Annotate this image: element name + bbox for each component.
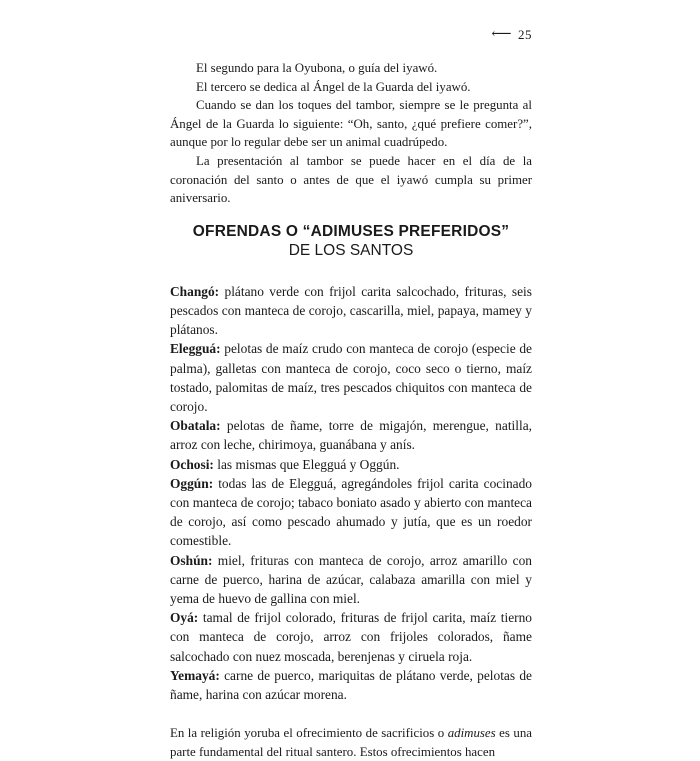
book-page: [170, 26, 532, 761]
arrow-left-icon: ⟵: [491, 26, 512, 42]
offering-text: todas las de Elegguá, agregándoles frijol carita cocinado con manteca de corojo; tabaco boniato asado y abierto con manteca de corojo, así como pescado ahumado y jutía, que es un roedor comestible.: [170, 475, 532, 549]
closing-text-start: En la religión yoruba el ofrecimiento de sacrificios o: [170, 726, 448, 741]
santo-name: Yemayá:: [170, 667, 220, 683]
section-title: OFRENDAS O “ADIMUSES PREFERIDOS”: [192, 222, 510, 240]
paragraph: El segundo para la Oyubona, o guía del iyawó.: [196, 61, 438, 75]
section-subtitle: DE LOS SANTOS: [288, 241, 414, 259]
offering-text: tamal de frijol colorado, frituras de frijol carita, maíz tierno con manteca de corojo, arroz con frijoles colorados, ñame salcochado con nuez moscada, berenjenas y ciruela roja.: [170, 610, 532, 664]
intro-paragraphs: [170, 59, 532, 208]
closing-emphasis: adimuses: [447, 726, 496, 741]
list-item: [170, 666, 532, 704]
list-item: [170, 474, 532, 551]
page-number: 25: [518, 26, 532, 42]
list-item: [170, 416, 532, 454]
santo-name: Oyá:: [170, 610, 199, 626]
paragraph: El tercero se dedica al Ángel de la Guarda del iyawó.: [196, 79, 471, 94]
list-item: [170, 282, 532, 340]
santo-name: Elegguá:: [170, 341, 221, 357]
santo-name: Obatala:: [170, 418, 221, 434]
offering-text: carne de puerco, mariquitas de plátano verde, pelotas de ñame, harina con azúcar morena.: [170, 667, 532, 703]
list-item: [170, 455, 532, 474]
offering-text: las mismas que Elegguá y Oggún.: [213, 456, 400, 472]
paragraph: La presentación al tambor se puede hacer en el día de la coronación del santo o antes de que el iyawó cumpla su primer aniversario.: [170, 153, 532, 206]
offering-text: pelotas de maíz crudo con manteca de corojo (especie de palma), galletas con manteca de corojo, coco seco o tierno, maíz tostado, palomitas de maíz, tres pescados chiquitos con manteca de corojo.: [170, 341, 532, 414]
offering-text: miel, frituras con manteca de corojo, arroz amarillo con carne de puerco, harina de azúcar, calabaza amarilla con miel y yema de huevo de gallina con miel.: [170, 552, 532, 606]
offerings-list: [170, 282, 532, 704]
offering-text: plátano verde con frijol carita salcochado, frituras, seis pescados con manteca de corojo, cascarilla, miel, papaya, mamey y plátanos.: [170, 283, 532, 338]
santo-name: Oshún:: [170, 552, 213, 568]
paragraph: [170, 724, 532, 761]
closing-paragraph: [170, 724, 532, 761]
santo-name: Ochosi:: [170, 456, 214, 472]
closing-text-end: es una parte fundamental del ritual santero. Estos ofrecimientos hacen: [170, 726, 533, 759]
list-item: [170, 339, 532, 416]
page-header: [170, 26, 532, 44]
list-item: [170, 551, 532, 609]
paragraph: Cuando se dan los toques del tambor, siempre se le pregunta al Ángel de la Guarda lo siguiente: “Oh, santo, ¿qué prefiere comer?”, aunque por lo regular debe ser un animal cuadrúpedo.: [170, 98, 532, 150]
santo-name: Oggún:: [170, 475, 214, 491]
list-item: [170, 608, 532, 666]
santo-name: Changó:: [170, 283, 220, 299]
offering-text: pelotas de ñame, torre de migajón, merengue, natilla, arroz con leche, chirimoya, guanábana y anís.: [170, 418, 532, 453]
